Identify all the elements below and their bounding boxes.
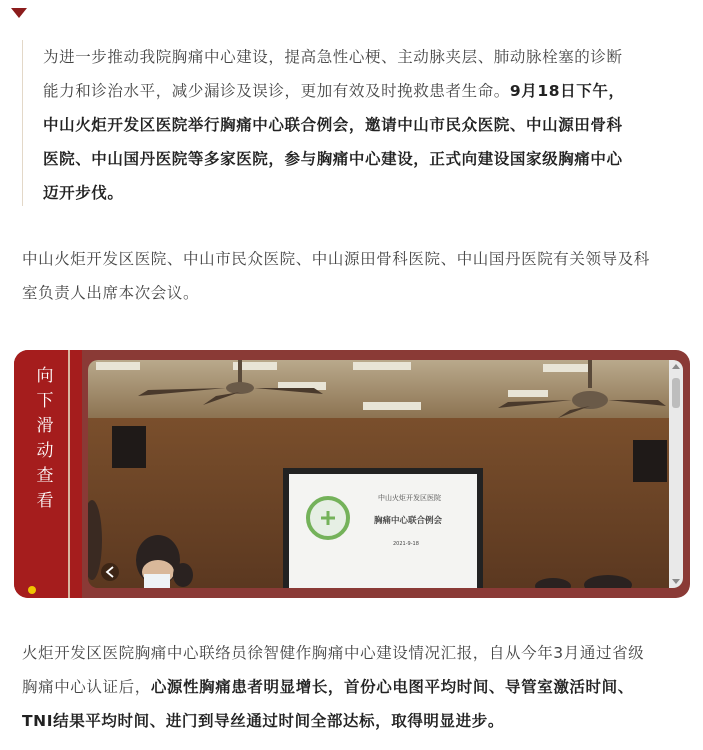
scroll-hint-char: 动 [36, 441, 54, 461]
scroll-down-icon[interactable] [672, 579, 680, 584]
scroll-hint-char: 向 [36, 366, 54, 386]
scroll-up-icon[interactable] [672, 364, 680, 369]
scroll-hint-char: 查 [36, 466, 54, 486]
slide-date: 2021-9-18 [393, 541, 419, 547]
attendance-paragraph [22, 242, 692, 310]
scroll-hint-char: 看 [36, 491, 54, 511]
scroll-hint-char: 下 [36, 391, 54, 411]
report-line-1: 火炬开发区医院胸痛中心联络员徐智健作胸痛中心建设情况汇报，自从今年3月通过省级 [22, 644, 645, 662]
intro-line-4: 医院、中山国丹医院等多家医院，参与胸痛中心建设，正式向建设国家级胸痛中心 [43, 150, 623, 168]
intro-line-3: 中山火炬开发区医院举行胸痛中心联合例会，邀请中山市民众医院、中山源田骨科 [43, 116, 623, 134]
attendance-line-1: 中山火炬开发区医院、中山市民众医院、中山源田骨科医院、中山国丹医院有关领导及科 [22, 250, 650, 268]
indicator-dot [28, 586, 36, 594]
report-highlight-2: TNI结果平均时间、进门到导丝通过时间全部达标，取得明显进步。 [22, 712, 504, 730]
meeting-photo[interactable] [88, 360, 683, 588]
scroll-hint-char: 滑 [36, 416, 54, 436]
scrollbar-thumb[interactable] [672, 378, 680, 408]
meeting-photo-image [88, 360, 683, 588]
label-divider [68, 350, 70, 598]
intro-date: 9月18日下午， [509, 82, 625, 100]
intro-blockquote [22, 40, 673, 206]
photo-scrollbar[interactable] [669, 360, 683, 588]
attendance-line-2: 室负责人出席本次会议。 [22, 284, 200, 302]
intro-line-5: 迈开步伐。 [43, 184, 124, 202]
photo-gallery[interactable] [14, 350, 690, 598]
intro-line-1: 为进一步推动我院胸痛中心建设，提高急性心梗、主动脉夹层、肺动脉栓塞的诊断 [43, 48, 623, 66]
report-line-2: 胸痛中心认证后， [22, 678, 151, 696]
report-highlight-1: 心源性胸痛患者明显增长，首份心电图平均时间、导管室激活时间、 [150, 678, 634, 696]
intro-line-2: 能力和诊治水平，减少漏诊及误诊，更加有效及时挽救患者生命。 [43, 82, 510, 100]
report-paragraph [22, 636, 692, 738]
section-marker-icon [11, 8, 27, 18]
scroll-hint-label [14, 350, 82, 598]
slide-title: 胸痛中心联合例会 [374, 516, 443, 526]
slide-hospital-name: 中山火炬开发区医院 [378, 494, 441, 502]
